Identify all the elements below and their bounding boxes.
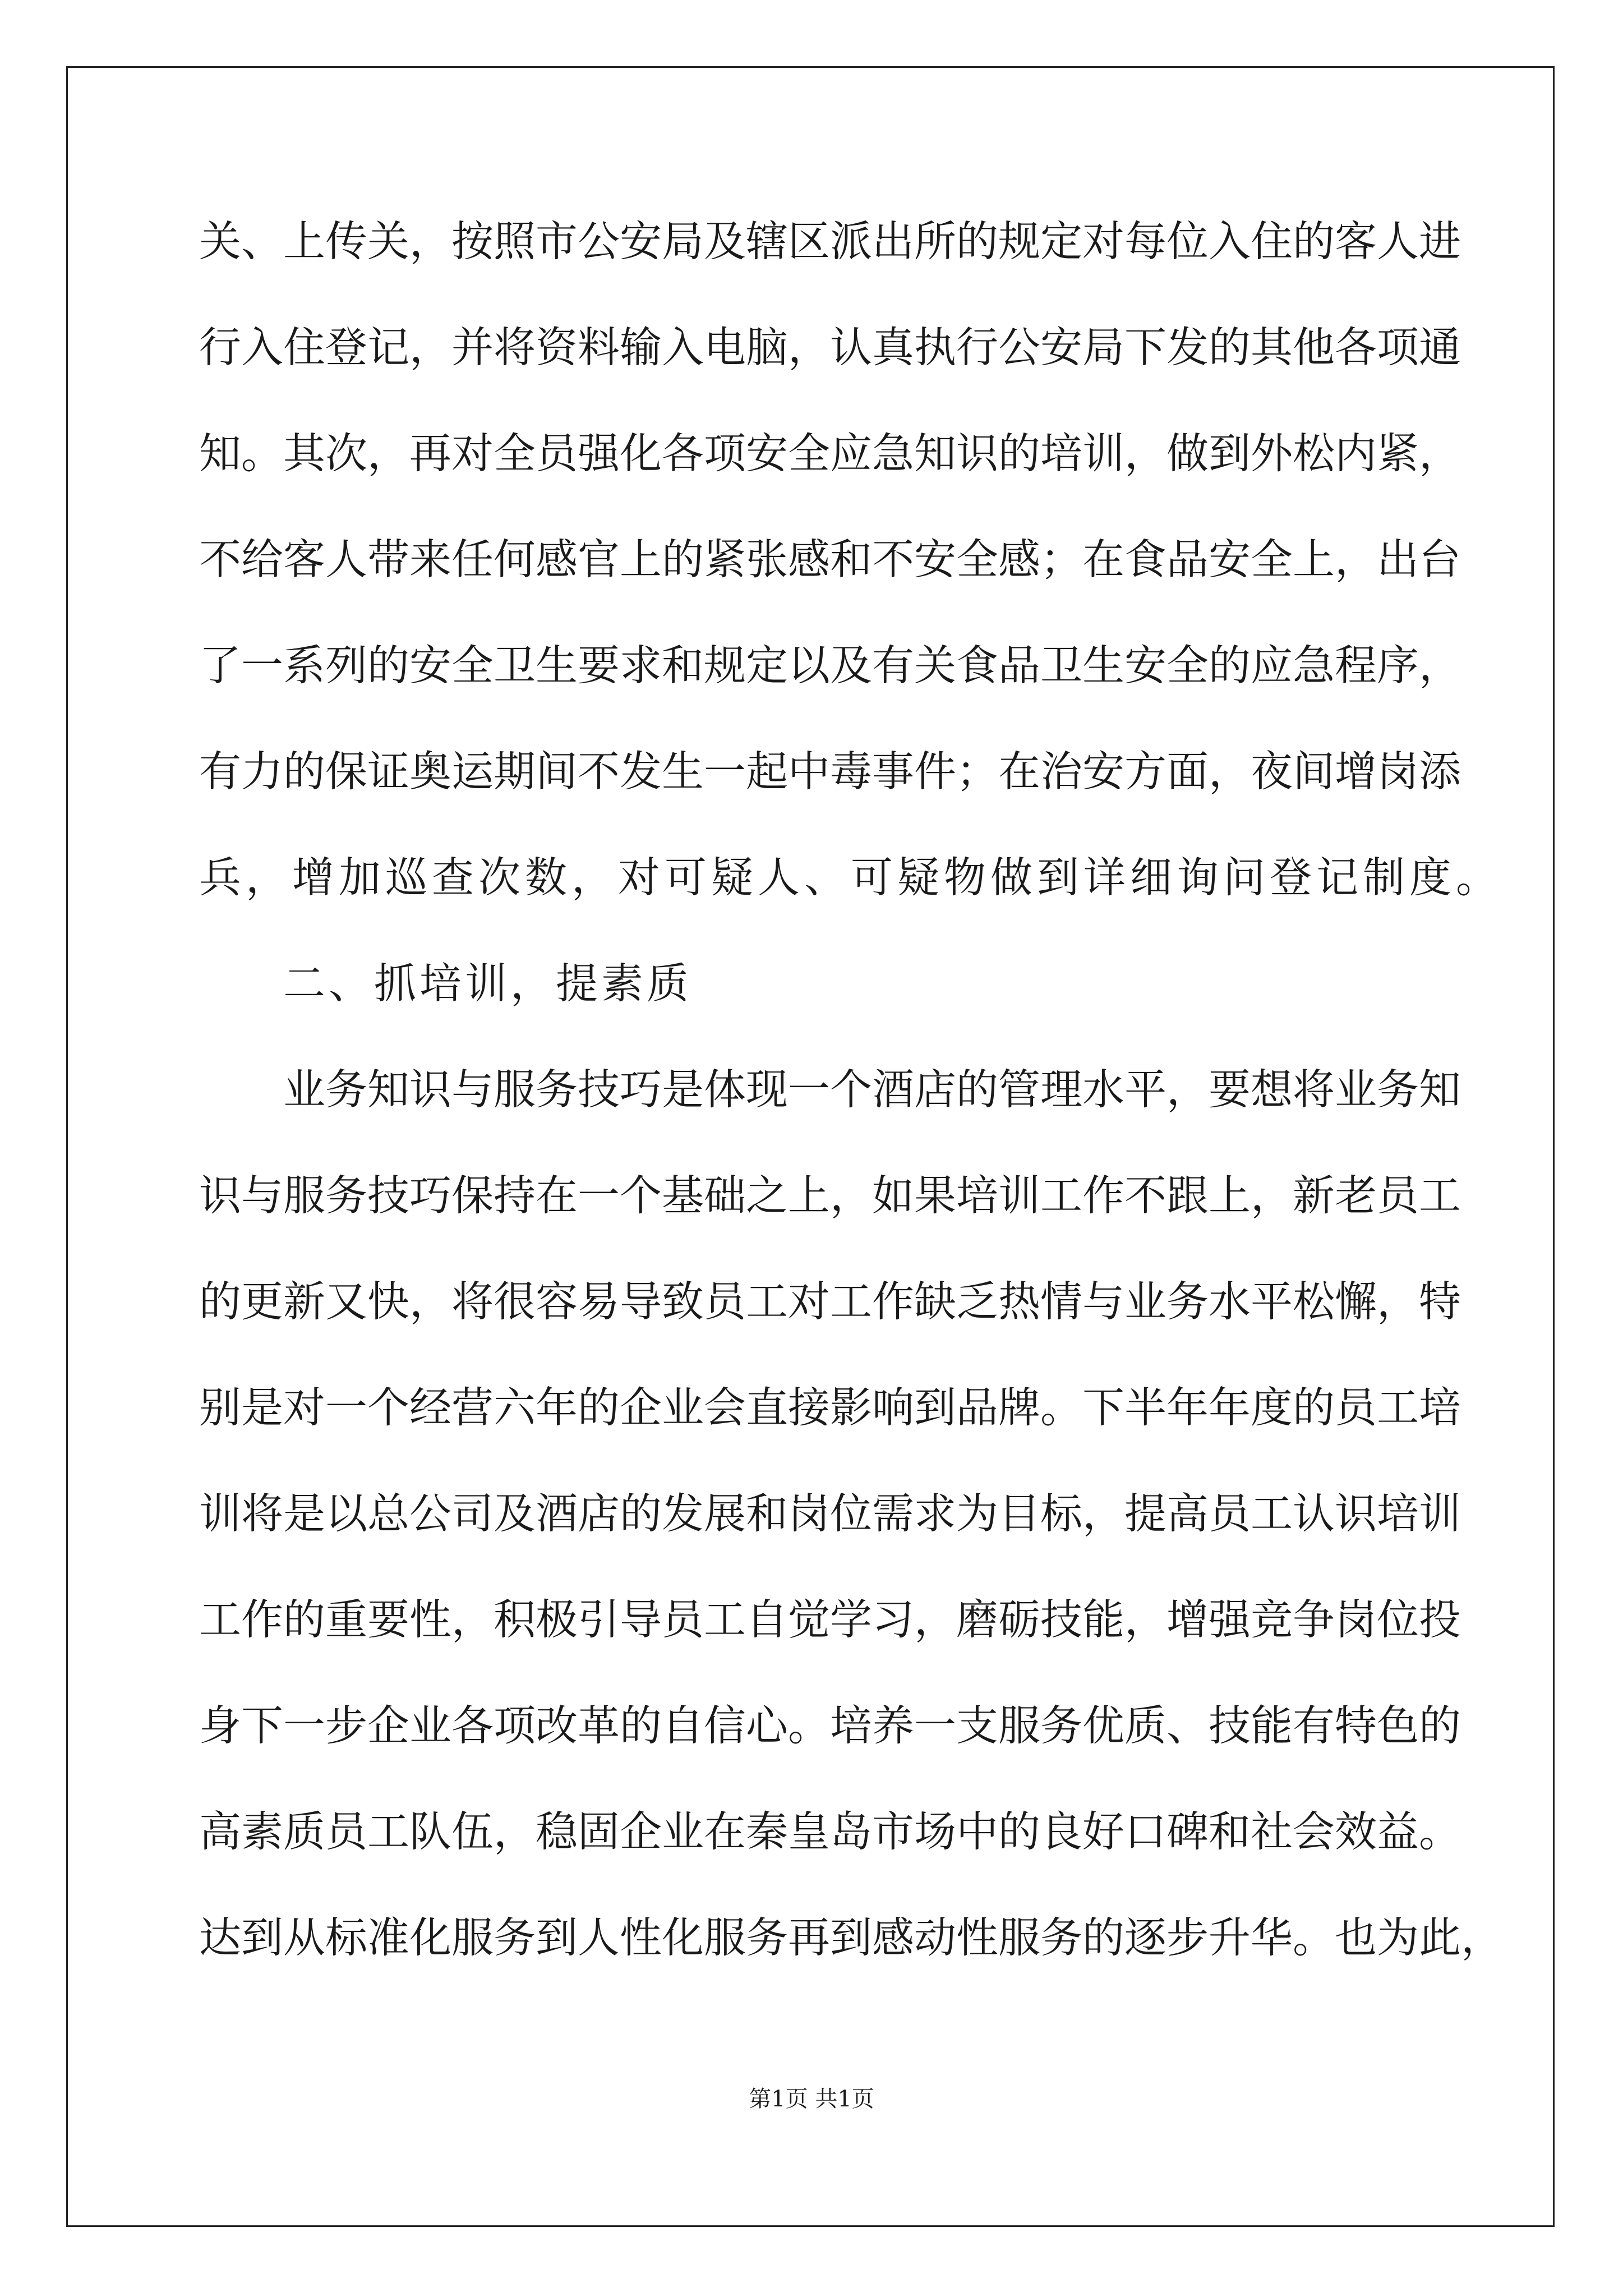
text-line: 别是对一个经营六年的企业会直接影响到品牌。下半年年度的员工培 bbox=[199, 1383, 1461, 1432]
text-line: 的更新又快，将很容易导致员工对工作缺乏热情与业务水平松懈，特 bbox=[199, 1277, 1461, 1326]
section-heading: 二、抓培训，提素质 bbox=[283, 959, 693, 1008]
document-body bbox=[199, 217, 1504, 2021]
text-line: 兵，增加巡查次数，对可疑人、可疑物做到详细询问登记制度。 bbox=[199, 853, 1503, 902]
text-line: 有力的保证奥运期间不发生一起中毒事件；在治安方面，夜间增岗添 bbox=[199, 747, 1461, 796]
text-line: 业务知识与服务技巧是体现一个酒店的管理水平，要想将业务知 bbox=[283, 1065, 1461, 1114]
text-line: 关、上传关，按照市公安局及辖区派出所的规定对每位入住的客人进 bbox=[199, 217, 1461, 266]
text-line: 识与服务技巧保持在一个基础之上，如果培训工作不跟上，新老员工 bbox=[199, 1171, 1461, 1220]
text-line: 工作的重要性，积极引导员工自觉学习，磨砺技能，增强竞争岗位投 bbox=[199, 1595, 1461, 1644]
text-line: 达到从标准化服务到人性化服务再到感动性服务的逐步升华。也为此， bbox=[199, 1913, 1504, 1962]
text-line: 了一系列的安全卫生要求和规定以及有关食品卫生安全的应急程序， bbox=[199, 641, 1461, 690]
text-line: 高素质员工队伍，稳固企业在秦皇岛市场中的良好口碑和社会效益。 bbox=[199, 1807, 1461, 1856]
text-line: 不给客人带来任何感官上的紧张感和不安全感；在食品安全上，出台 bbox=[199, 535, 1461, 584]
page-footer: 第1页 共1页 bbox=[749, 2086, 874, 2112]
text-line: 训将是以总公司及酒店的发展和岗位需求为目标，提高员工认识培训 bbox=[199, 1489, 1461, 1538]
text-line: 知。其次，再对全员强化各项安全应急知识的培训，做到外松内紧， bbox=[199, 429, 1461, 478]
text-line: 身下一步企业各项改革的自信心。培养一支服务优质、技能有特色的 bbox=[199, 1701, 1461, 1750]
text-line: 行入住登记，并将资料输入电脑，认真执行公安局下发的其他各项通 bbox=[199, 323, 1461, 372]
